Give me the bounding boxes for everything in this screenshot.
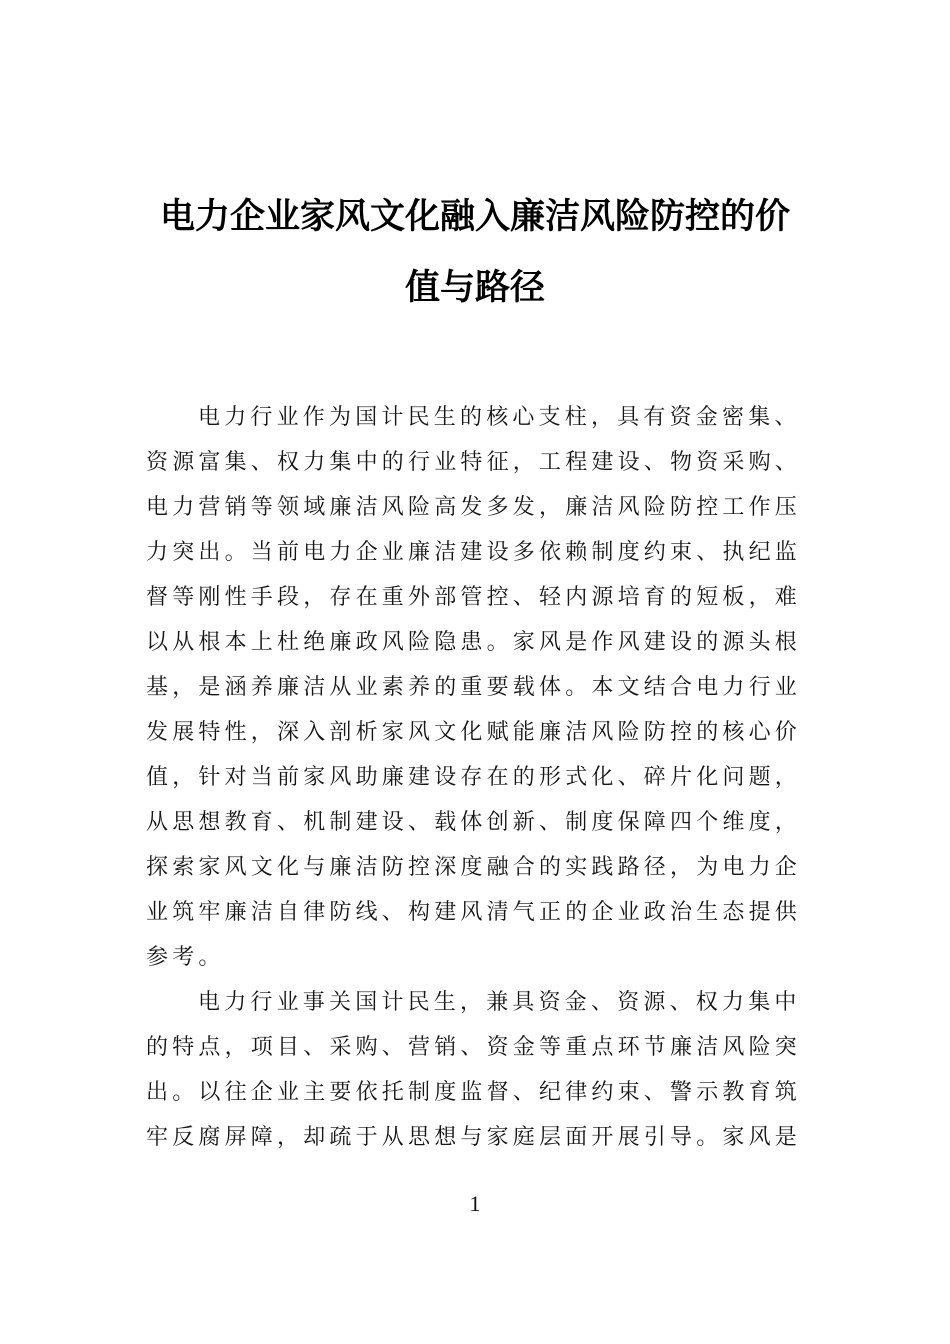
paragraph-line: 以从根本上杜绝廉政风险隐患。家风是作风建设的源头根 bbox=[146, 630, 802, 655]
paragraph-line: 值，针对当前家风助廉建设存在的形式化、碎片化问题， bbox=[146, 765, 802, 790]
paragraph-line: 电力行业事关国计民生，兼具资金、资源、权力集中 bbox=[198, 990, 801, 1015]
document-title-line-1: 电力企业家风文化融入廉洁风险防控的价 bbox=[159, 196, 790, 237]
paragraph-line: 的特点，项目、采购、营销、资金等重点环节廉洁风险突 bbox=[146, 1035, 802, 1060]
document-title-line-2: 值与路径 bbox=[404, 267, 545, 308]
paragraph-line: 探索家风文化与廉洁防控深度融合的实践路径，为电力企 bbox=[146, 855, 802, 880]
paragraph-line: 力突出。当前电力企业廉洁建设多依赖制度约束、执纪监 bbox=[146, 540, 802, 565]
paragraph-line: 牢反腐屏障，却疏于从思想与家庭层面开展引导。家风是 bbox=[146, 1125, 802, 1150]
paragraph-line: 资源富集、权力集中的行业特征，工程建设、物资采购、 bbox=[146, 450, 802, 475]
paragraph-line: 电力行业作为国计民生的核心支柱，具有资金密集、 bbox=[198, 405, 801, 430]
paragraph-line: 业筑牢廉洁自律防线、构建风清气正的企业政治生态提供 bbox=[146, 900, 802, 925]
paragraph-line: 出。以往企业主要依托制度监督、纪律约束、警示教育筑 bbox=[146, 1080, 802, 1105]
paragraph-line: 督等刚性手段，存在重外部管控、轻内源培育的短板，难 bbox=[146, 585, 802, 610]
paragraph-line: 参考。 bbox=[146, 945, 225, 970]
paragraph-line: 发展特性，深入剖析家风文化赋能廉洁风险防控的核心价 bbox=[146, 720, 802, 745]
paragraph-line: 从思想教育、机制建设、载体创新、制度保障四个维度， bbox=[146, 810, 802, 835]
paragraph-line: 基，是涵养廉洁从业素养的重要载体。本文结合电力行业 bbox=[146, 675, 802, 700]
page-number: 1 bbox=[469, 1191, 481, 1216]
paragraph-line: 电力营销等领域廉洁风险高发多发，廉洁风险防控工作压 bbox=[146, 495, 802, 520]
